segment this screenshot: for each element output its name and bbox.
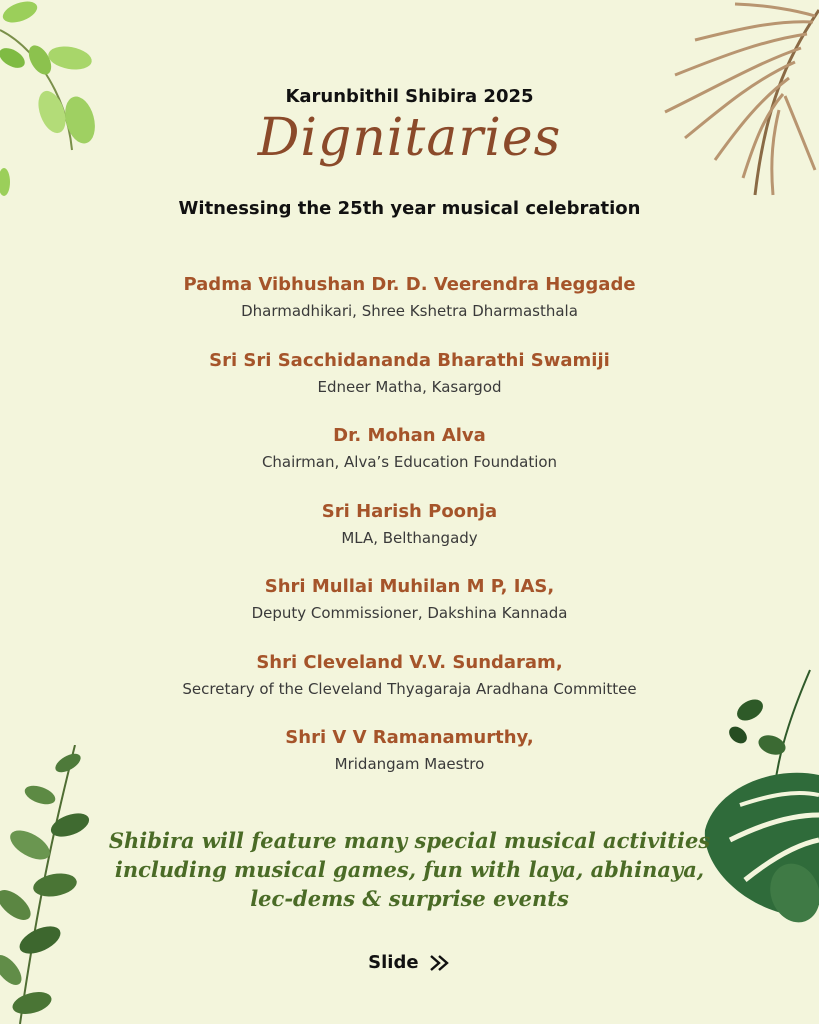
dignitary-name: Shri V V Ramanamurthy, <box>285 727 534 748</box>
dignitary-name: Dr. Mohan Alva <box>333 425 486 446</box>
note-line: including musical games, fun with laya, abhinaya, <box>114 857 705 882</box>
dignitary-role: Secretary of the Cleveland Thyagaraja Aradhana Committee <box>182 679 637 698</box>
dignitary-item <box>0 272 819 348</box>
dignitary-role: Mridangam Maestro <box>334 755 485 773</box>
dignitary-list <box>0 272 819 801</box>
dignitary-item <box>0 725 819 801</box>
dignitary-role: Dharmadhikari, Shree Kshetra Dharmasthala <box>241 302 578 320</box>
note-line: lec-dems & surprise events <box>250 886 569 911</box>
page-title: Dignitaries <box>257 108 562 168</box>
dignitary-item <box>0 650 819 726</box>
slide-label: Slide <box>368 952 419 973</box>
activities-note <box>60 826 759 913</box>
dignitary-item <box>0 499 819 575</box>
dignitary-role: Edneer Matha, Kasargod <box>317 377 502 396</box>
dignitary-name: Padma Vibhushan Dr. D. Veerendra Heggade <box>183 274 636 295</box>
dignitary-name: Sri Harish Poonja <box>321 500 498 522</box>
dignitary-role: Deputy Commissioner, Dakshina Kannada <box>251 604 568 622</box>
note-line: Shibira will feature many special musical activities <box>108 828 711 853</box>
dignitary-role: Chairman, Alva’s Education Foundation <box>261 453 558 471</box>
double-chevron-right-icon <box>429 954 451 972</box>
dignitary-name: Shri Cleveland V.V. Sundaram, <box>256 651 563 673</box>
dignitary-item <box>0 423 819 499</box>
dignitary-item <box>0 348 819 424</box>
event-title: Karunbithil Shibira 2025 <box>285 86 534 107</box>
subtitle: Witnessing the 25th year musical celebration <box>178 198 641 219</box>
dignitary-name: Sri Sri Sacchidananda Bharathi Swamiji <box>209 349 610 371</box>
slide-button[interactable] <box>0 952 819 973</box>
dignitary-name: Shri Mullai Muhilan M P, IAS, <box>264 576 555 597</box>
dignitary-role: MLA, Belthangady <box>341 528 478 547</box>
dignitary-item <box>0 574 819 650</box>
